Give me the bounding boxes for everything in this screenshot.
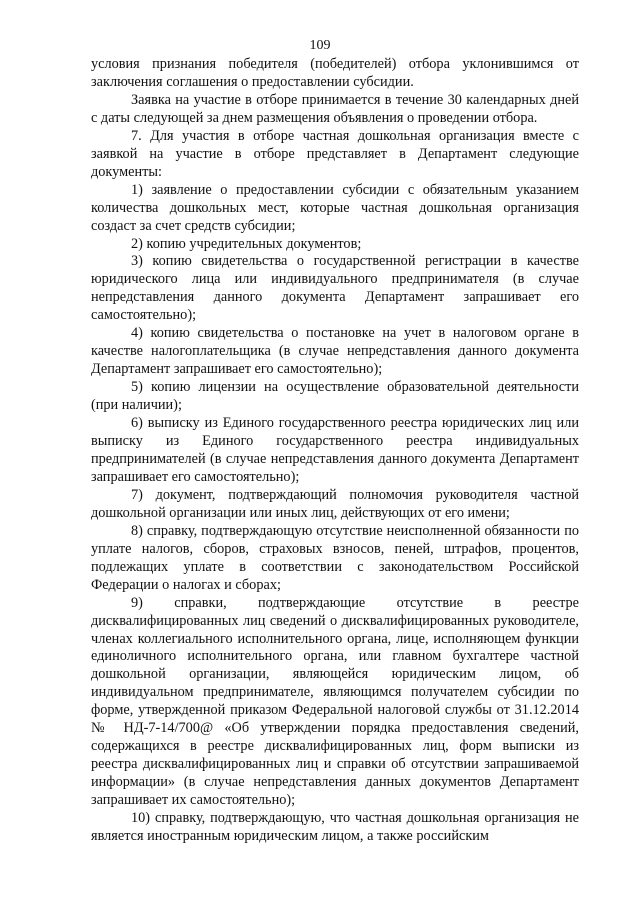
list-item-3: 3) копию свидетельства о государственной регистрации в качестве юридического лица или индивидуального предпринимателя (в случае непредставления данного документа Департамент запрашивает его самостоятельно); <box>91 253 579 324</box>
list-item-1: 1) заявление о предоставлении субсидии с обязательным указанием количества дошкольных мест, которые частная дошкольная организация создаст за счет средств субсидии; <box>91 181 579 234</box>
list-item-8: 8) справку, подтверждающую отсутствие неисполненной обязанности по уплате налогов, сборов, страховых взносов, пеней, штрафов, процентов, подлежащих уплате в соответствии с законодательством Российской Федерации о налогах и сборах; <box>91 522 579 593</box>
paragraph-application-term: Заявка на участие в отборе принимается в течение 30 календарных дней с даты следующей за днем размещения объявления о проведении отбора. <box>91 91 579 126</box>
list-item-9: 9) справки, подтверждающие отсутствие в реестре дисквалифицированных лиц сведений о дисквалифицированных руководителе, членах коллегиального исполнительного органа, лице, исполняющем функции единоличного исполнительного органа, или главном бухгалтере частной дошкольной организации, являющейся юридическим лицом, об индивидуальном предпринимателе, являющимся получателем субсидии по форме, утвержденной приказом Федеральной налоговой службы от 31.12.2014 № НД-7-14/700@ «Об утверждении порядка предоставления сведений, содержащихся в реестре дисквалифицированных лиц, форм выписки из реестра дисквалифицированных лиц и справки об отсутствии запрашиваемой информации» (в случае непредставления данных документов Департамент запрашивает их самостоятельно); <box>91 594 579 809</box>
paragraph-item-7: 7. Для участия в отборе частная дошкольная организация вместе с заявкой на участие в отборе представляет в Департамент следующие документы: <box>91 127 579 180</box>
document-body <box>91 56 579 846</box>
list-item-2: 2) копию учредительных документов; <box>131 235 362 252</box>
list-item-7: 7) документ, подтверждающий полномочия руководителя частной дошкольной организации или иных лиц, действующих от его имени; <box>91 486 579 521</box>
list-item-5: 5) копию лицензии на осуществление образовательной деятельности (при наличии); <box>91 379 579 414</box>
list-item-10: 10) справку, подтверждающую, что частная дошкольная организация не является иностранным юридическим лицом, а также российским <box>91 810 579 844</box>
page-number: 109 <box>309 38 331 53</box>
list-item-6: 6) выписку из Единого государственного реестра юридических лиц или выписку из Единого государственного реестра индивидуальных предпринимателей (в случае непредставления данного документа Департамент запрашивает его самостоятельно); <box>91 415 579 485</box>
paragraph-intro-conditions: условия признания победителя (победителей) отбора уклонившимся от заключения соглашения о предоставлении субсидии. <box>91 56 579 90</box>
list-item-4: 4) копию свидетельства о постановке на учет в налоговом органе в качестве налогоплательщика (в случае непредставления данного документа Департамент запрашивает его самостоятельно); <box>91 325 579 378</box>
